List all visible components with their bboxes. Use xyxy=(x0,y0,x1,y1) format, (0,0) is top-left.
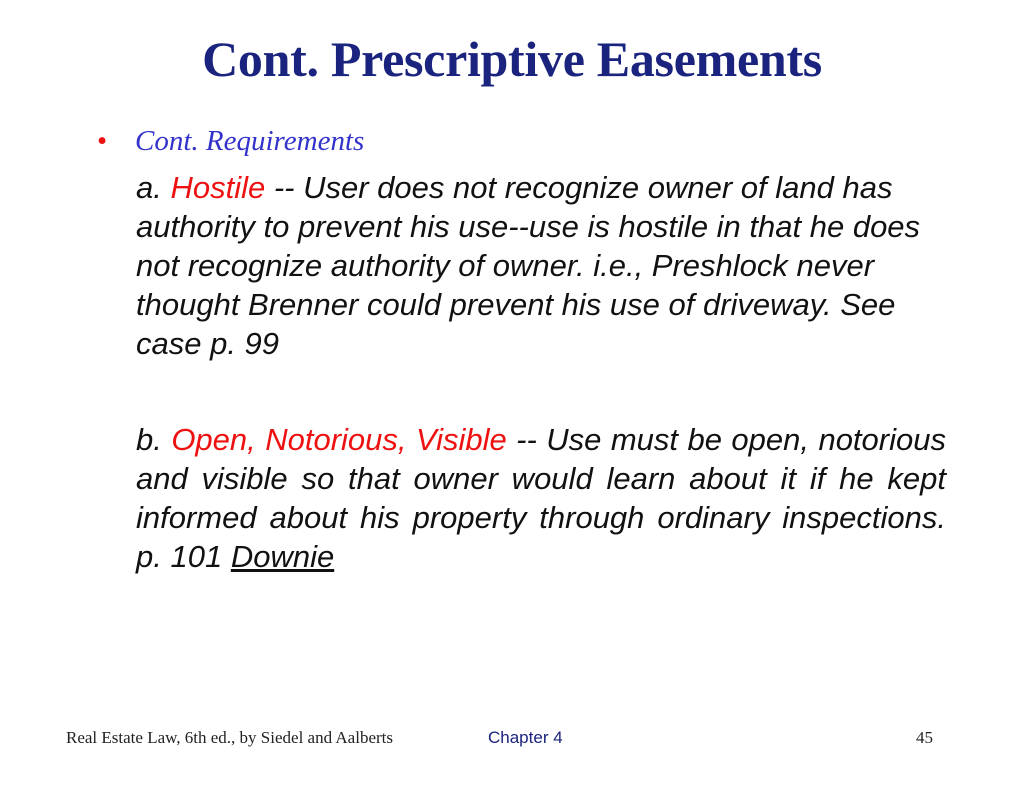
bullet-item-requirements xyxy=(97,121,364,161)
item-a-text: -- User does not recognize owner of land has authority to prevent his use--use is hostile in that he does not recognize authority of owner. i.e., Preshlock never thought Brenner could prevent his use of driveway. See case p. 99 xyxy=(136,170,921,361)
term-hostile: Hostile xyxy=(170,170,266,205)
term-open-notorious-visible: Open, Notorious, Visible xyxy=(171,422,507,457)
item-b-prefix: b. xyxy=(136,422,172,457)
footer-chapter: Chapter 4 xyxy=(488,728,563,747)
slide-title: Cont. Prescriptive Easements xyxy=(202,31,822,87)
case-name-downie: Downie xyxy=(230,539,335,574)
bullet-marker: • xyxy=(97,125,108,157)
bullet-text: Cont. Requirements xyxy=(135,125,365,157)
item-a-prefix: a. xyxy=(136,170,171,205)
paragraph-open-notorious-visible xyxy=(136,420,946,576)
paragraph-hostile xyxy=(136,168,946,363)
footer-source: Real Estate Law, 6th ed., by Siedel and Aalberts xyxy=(66,728,394,747)
footer-page-number: 45 xyxy=(916,728,933,747)
item-b-text: -- Use must be open, notorious and visible so that owner would learn about it if he kept informed about his property through ordinary inspections. p. 101 xyxy=(136,422,946,574)
